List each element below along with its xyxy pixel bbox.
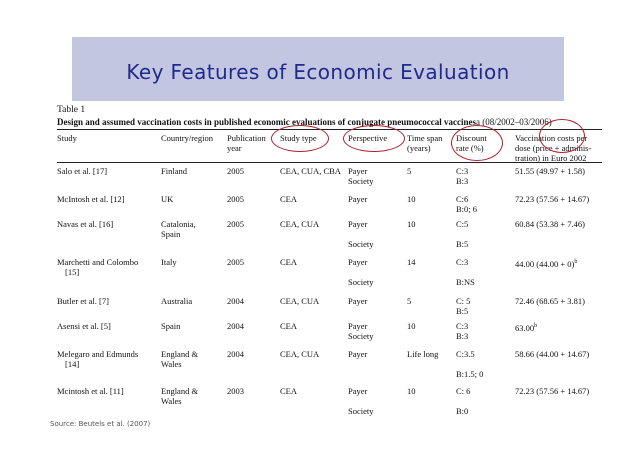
cell-time-span: 10 (407, 219, 416, 229)
cell-country: England & Wales (161, 386, 199, 406)
cell-country: England & Wales (161, 349, 199, 369)
cell-year: 2004 (227, 321, 244, 331)
cell-vaccination-cost: 60.84 (53.38 + 7.46) (515, 219, 585, 229)
cell-vaccination-cost: 58.66 (44.00 + 14.67) (515, 349, 590, 359)
cell-time-span: 5 (407, 296, 412, 306)
highlight-circle-discount-rate (451, 125, 503, 161)
cell-discount-rate: C:5 B:5 (456, 219, 469, 249)
cell-country: Catalonia, Spain (161, 219, 196, 239)
cell-country: Australia (161, 296, 193, 306)
cell-study: Marchetti and Colombo [15] (57, 257, 139, 277)
cell-vaccination-cost: 72.46 (68.65 + 3.81) (515, 296, 585, 306)
title-banner (72, 37, 564, 101)
cell-year: 2004 (227, 296, 244, 306)
cell-discount-rate: C:3.5 B:1.5; 0 (456, 349, 484, 379)
cell-study: Melegaro and Edmunds [14] (57, 349, 139, 369)
cell-perspective: Payer Society (348, 321, 374, 341)
highlight-circle-perspective (343, 125, 405, 152)
cell-time-span: 10 (407, 194, 416, 204)
table-caption-main: Design and assumed vaccination costs in published economic evaluations of conjugate pneumococcal vaccines (57, 117, 477, 127)
cell-country: UK (161, 194, 174, 204)
cell-country: Spain (161, 321, 181, 331)
table-caption-period: a (08/2002–03/2006) (476, 117, 552, 127)
cell-year: 2004 (227, 349, 244, 359)
cell-country: Finland (161, 166, 187, 176)
cell-study-type: CEA, CUA, CBA (280, 166, 341, 176)
cell-discount-rate: C: 6 B:0 (456, 386, 471, 416)
cell-perspective: Payer Society (348, 386, 374, 416)
cell-country: Italy (161, 257, 177, 267)
cell-year: 2005 (227, 194, 244, 204)
source-citation: Source: Beutels et al. (2007) (50, 420, 151, 428)
cell-time-span: 10 (407, 386, 416, 396)
cell-vaccination-cost: 72.23 (57.56 + 14.67) (515, 386, 590, 396)
cell-time-span: 10 (407, 321, 416, 331)
cell-year: 2003 (227, 386, 244, 396)
cell-time-span: Life long (407, 349, 439, 359)
header-vaccination-cost: Vaccination costs per dose (price + adminis- tration) in Euro 2002 (515, 133, 592, 163)
cell-vaccination-cost: 63.00$^b$ (515, 322, 538, 333)
cell-study: Butler et al. [7] (57, 296, 109, 306)
cell-study-type: CEA, CUA (280, 219, 320, 229)
cell-time-span: 5 (407, 166, 412, 176)
slide-title: Key Features of Economic Evaluation (126, 60, 510, 84)
cell-study: Asensi et al. [5] (57, 321, 111, 331)
cell-vaccination-cost: 72.23 (57.56 + 14.67) (515, 194, 590, 204)
cell-study: Navas et al. [16] (57, 219, 114, 229)
cell-perspective: Payer Society (348, 166, 374, 186)
cell-perspective: Payer (348, 194, 368, 204)
cell-discount-rate: C:3 B:NS (456, 257, 475, 287)
header-country: Country/region (161, 133, 213, 143)
cell-study-type: CEA (280, 194, 297, 204)
cell-year: 2005 (227, 219, 244, 229)
cell-discount-rate: C:6 B:0; 6 (456, 194, 478, 214)
cell-perspective: Payer (348, 349, 368, 359)
cell-vaccination-cost: 51.55 (49.97 + 1.58) (515, 166, 585, 176)
header-year: Publication year (227, 133, 266, 153)
cell-study: McIntosh et al. [12] (57, 194, 125, 204)
header-perspective: Perspective (348, 133, 388, 143)
cell-study-type: CEA (280, 257, 297, 267)
header-study-type: Study type (280, 133, 317, 143)
table-label: Table 1 (57, 105, 86, 115)
cell-vaccination-cost: 44.00 $(44.00 + 0)^b$ (515, 258, 578, 269)
cell-perspective: Payer Society (348, 257, 374, 287)
cell-perspective: Payer (348, 296, 368, 306)
cell-study-type: CEA, CUA (280, 296, 320, 306)
cell-discount-rate: C: 5 B:5 (456, 296, 471, 316)
cell-study: Salo et al. [17] (57, 166, 108, 176)
cell-study: Mcintosh et al. [11] (57, 386, 124, 396)
cell-discount-rate: C:3 B:3 (456, 166, 469, 186)
header-time-span: Time span (years) (407, 133, 443, 153)
cell-perspective: Payer Society (348, 219, 374, 249)
header-discount-rate: Discount rate (%) (456, 133, 487, 153)
cell-discount-rate: C:3 B:3 (456, 321, 469, 341)
header-study: Study (57, 133, 77, 143)
cell-study-type: CEA (280, 321, 297, 331)
cell-year: 2005 (227, 257, 244, 267)
highlight-circle-vaccination-costs (539, 119, 585, 153)
cell-year: 2005 (227, 166, 244, 176)
cell-time-span: 14 (407, 257, 416, 267)
cell-study-type: CEA (280, 386, 297, 396)
table-top-rule (57, 129, 602, 130)
highlight-circle-study-type (271, 125, 329, 152)
cell-study-type: CEA, CUA (280, 349, 320, 359)
